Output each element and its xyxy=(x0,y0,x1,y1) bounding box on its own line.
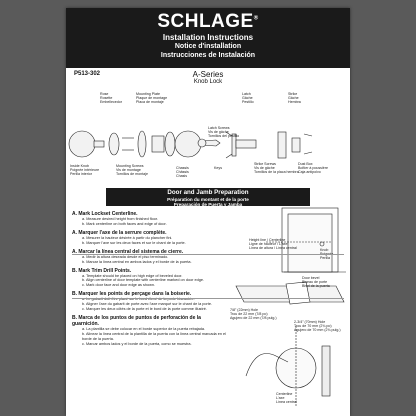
part-label-rose: Rose Rosette Embellecedor xyxy=(100,92,122,105)
step-item: c. Mark door face and door edge as shown. xyxy=(82,283,156,288)
doc-code: P513-302 xyxy=(74,71,101,77)
step-item: c. Marquer les deux côtés de la porte et le bord de la porte comme illustré. xyxy=(82,307,207,312)
part-label-latch-screws: Latch Screws Vis de gâche Tornillos del pestillo xyxy=(208,126,240,139)
section-title-en: Door and Jamb Preparation xyxy=(167,189,249,196)
fig-label-centerline: Centerline L'axe Línea central xyxy=(276,392,297,405)
latch-body-drawing xyxy=(236,140,256,148)
door-edge-section-drawing xyxy=(322,346,330,396)
step-item: b. Marcar la línea central en ambos lados y el borde de la puerta. xyxy=(82,259,192,264)
step-heading: A. Marquer l'axe de la serrure complète. xyxy=(72,229,167,236)
part-label-mounting-plate: Mounting Plate Plaque de montage Placa de montaje xyxy=(136,92,168,105)
step-heading: B. Marquer les points de perçage dans la boiserie. xyxy=(72,291,192,298)
step-item: b. Alinear la línea central de la plantilla de la puerta con la línea central marcada en el borde de la puerta. xyxy=(82,331,226,341)
step-heading: A. Mark Lockset Centerline. xyxy=(72,211,138,217)
section-divider xyxy=(72,298,344,299)
key-bow-drawing xyxy=(198,139,206,147)
fig-label-knob: Knob Poignée Perilla xyxy=(320,248,334,261)
part-label-dust-box: Dust Box Boîtier à poussière Caja antipolvo xyxy=(298,162,328,175)
section-title-es: Preparación de Puerta y Jamba xyxy=(173,202,243,207)
mounting-plate-drawing xyxy=(138,131,146,157)
fig-label-height: Height line / Centerline Ligne de hauteur / L'axe Línea de altura / Línea central xyxy=(249,238,297,251)
part-label-strike-screws: Strike Screws Vis de gâche Tornillos de la placa hembra xyxy=(254,162,299,175)
step-item: a. Le gabarit doit être placé sur le bord élevé de la porte biseautée. xyxy=(82,297,195,302)
step-item: a. Measure desired height from finished floor. xyxy=(82,217,158,221)
step-item: a. Mesurer la hauteur désirée à partir du plancher fini. xyxy=(82,235,173,240)
strike-screw-drawing xyxy=(304,152,312,154)
brand-logo: SCHLAGE® xyxy=(157,11,259,32)
part-label-latch: Latch Gâche Pestillo xyxy=(242,92,254,105)
fig-label-backset-hole: 2-3/4" (70mm) Hole Trou de 70 mm (2¾ po) Agujero de 70 mm (2¾ pulg.) xyxy=(294,320,341,333)
part-label-strike: Strike Gâche Hembra xyxy=(288,92,301,105)
series-title: A-Series xyxy=(192,70,224,79)
instruction-sheet xyxy=(66,8,350,416)
outside-knob-drawing xyxy=(175,131,201,157)
section-divider xyxy=(72,254,344,255)
part-label-inside-knob: Inside Knob Poignée intérieure Perilla interior xyxy=(70,164,100,177)
step-item: a. La plantilla se debe colocar en el borde superior de la puerta rebajada. xyxy=(82,327,206,332)
title-es: Instrucciones de Instalación xyxy=(160,52,256,59)
title-fr: Notice d'installation xyxy=(174,43,242,50)
fig-label-edge-hole: 7/8" (22mm) Hole Trou de 22 mm (7/8 po) Agujero de 22 mm (7/8 pulg.) xyxy=(230,308,277,321)
strike-drawing xyxy=(278,132,286,158)
title-en: Installation Instructions xyxy=(162,33,254,42)
chassis-body-drawing xyxy=(152,136,164,152)
inside-knob-drawing xyxy=(69,131,95,157)
step-item: b. Marquer l'axe sur les deux faces et sur le chant de la porte. xyxy=(82,240,186,245)
dust-box-drawing xyxy=(292,138,300,152)
strike-screw-drawing xyxy=(304,134,312,136)
product-subtitle: Knob Lock xyxy=(193,79,223,85)
steps-column xyxy=(72,208,228,347)
step-item: c. Marcar ambos lados y el borde de la puerta, como se muestra. xyxy=(82,341,192,346)
chassis-rose-drawing xyxy=(165,132,175,156)
step-heading: B. Marca de los puntos de puntos de perforación de la guarnición. xyxy=(72,315,201,328)
step-heading: B. Mark Trim Drill Points. xyxy=(72,267,132,274)
step-heading: A. Marcar la línea central del sistema de cierre. xyxy=(72,248,184,255)
latch-screw-drawing xyxy=(226,154,232,158)
part-label-chassis: Chassis Châssis Chasis xyxy=(176,166,189,179)
step-item: b. Align centerline of door template with centerline marked on door edge. xyxy=(82,278,204,283)
part-label-keys: Keys xyxy=(214,166,222,170)
section-title-fr: Préparation du montant et de la porte xyxy=(167,197,249,202)
header-banner xyxy=(66,8,350,68)
step-item: b. Aligner l'axe du gabarit de porte avec l'axe marqué sur le chant de la porte. xyxy=(82,302,212,307)
part-label-mounting-screws: Mounting Screws Vis de montage Tornillos de montaje xyxy=(116,164,148,177)
rose-drawing xyxy=(109,133,119,155)
step-item: a. Medir la altura deseada desde el piso terminado. xyxy=(82,254,169,259)
step-item: b. Mark centerline on both faces and edge of door. xyxy=(82,221,167,226)
fig-label-bevel: Door bevel Biseau de porte Bisel de la puerta xyxy=(302,276,330,289)
step-item: a. Template should be placed on high edge of beveled door. xyxy=(82,273,183,278)
knob-shank-drawing xyxy=(94,141,104,147)
